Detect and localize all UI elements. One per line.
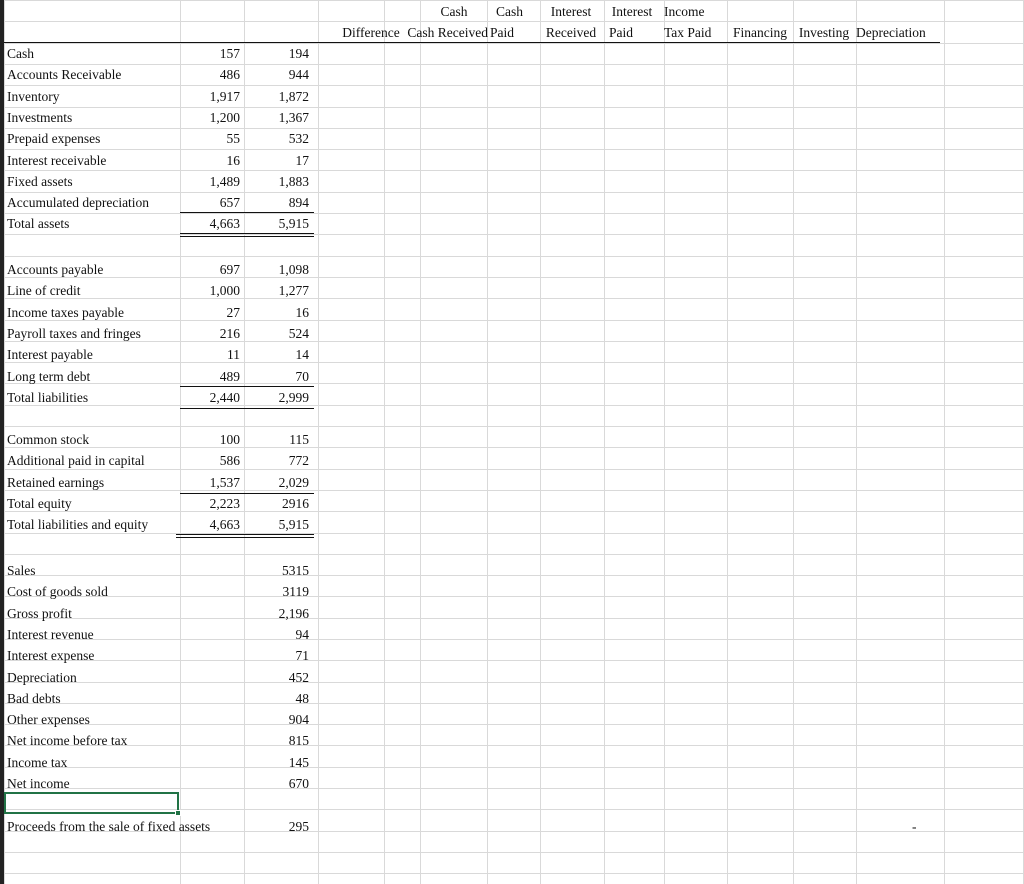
prior-year-value[interactable]: 11 (227, 347, 240, 363)
col-header-difference-top (318, 1, 424, 22)
liabilities-subtotal-rule (180, 386, 314, 387)
row-label[interactable]: Common stock (7, 432, 90, 447)
row-label[interactable]: Long term debt (7, 368, 91, 384)
prior-year-value[interactable]: 1,200 (209, 109, 240, 125)
current-year-value[interactable]: 670 (288, 776, 309, 791)
col-header-income-tax: Tax Paid (664, 25, 712, 40)
row-label[interactable]: Cost of goods sold (7, 584, 108, 600)
col-header-cash-paid-top: Cash (496, 4, 523, 19)
row-label[interactable]: Inventory (7, 88, 60, 104)
grid-column-line (318, 0, 319, 884)
current-year-value[interactable]: 904 (288, 712, 309, 728)
row-label[interactable]: Gross profit (7, 605, 72, 621)
row-label[interactable]: Other expenses (7, 712, 90, 728)
current-year-value[interactable]: 1,872 (278, 88, 309, 104)
col-header-difference: Difference (342, 25, 400, 40)
equity-subtotal-rule (180, 493, 314, 494)
col-header-income-tax-top: Income (664, 4, 705, 19)
grid-column-line (944, 0, 945, 884)
col-header-interest-paid: Paid (608, 25, 633, 40)
grid-row-line (0, 426, 1024, 427)
row-header-edge (0, 0, 4, 884)
grid-column-line (727, 0, 728, 884)
prior-year-value[interactable]: 16 (226, 152, 240, 168)
grid-column-line (384, 0, 385, 884)
proceeds-label[interactable]: Proceeds from the sale of fixed assets (7, 819, 211, 834)
active-cell[interactable] (4, 792, 179, 814)
current-year-value[interactable]: 17 (295, 152, 309, 168)
row-label[interactable]: Depreciation (7, 669, 77, 685)
row-label[interactable]: Total assets (7, 216, 70, 232)
grid-column-line (487, 0, 488, 884)
grid-column-line (420, 0, 421, 884)
prior-year-value[interactable]: 1,000 (209, 283, 240, 299)
current-year-value[interactable]: 94 (295, 626, 309, 642)
row-label[interactable]: Net income before tax (7, 733, 128, 749)
current-year-value[interactable]: 532 (288, 131, 309, 147)
row-label[interactable]: Net income (7, 776, 70, 791)
current-year-value[interactable]: 70 (295, 368, 309, 384)
liabilities-total-rule (180, 408, 314, 409)
row-label[interactable]: Line of credit (7, 283, 81, 299)
row-label[interactable]: Total equity (7, 495, 72, 511)
prior-year-value[interactable]: 586 (219, 453, 240, 469)
current-year-value[interactable]: 1,367 (278, 109, 309, 125)
prior-year-value[interactable]: 697 (219, 262, 240, 277)
current-year-value[interactable]: 5315 (282, 563, 309, 578)
prior-year-value[interactable]: 4,663 (209, 216, 240, 232)
current-year-value[interactable]: 452 (288, 669, 309, 685)
prior-year-value[interactable]: 55 (226, 131, 240, 147)
current-year-value[interactable]: 16 (295, 304, 309, 320)
row-label[interactable]: Total liabilities (7, 389, 89, 405)
current-year-value[interactable]: 2916 (282, 495, 309, 511)
col-header-investing: Investing (798, 25, 850, 40)
prior-year-value[interactable]: 489 (219, 368, 240, 384)
prior-year-value[interactable]: 27 (226, 304, 240, 320)
col-header-interest-received-top: Interest (550, 4, 592, 19)
current-year-value[interactable]: 1,277 (278, 283, 309, 299)
grid-column-line (664, 0, 665, 884)
col-header-interest-paid-top: Interest (611, 4, 653, 19)
current-year-value[interactable]: 71 (295, 648, 309, 664)
row-label[interactable]: Income taxes payable (7, 304, 124, 320)
grid-column-line (4, 0, 5, 884)
current-year-value[interactable]: 194 (288, 46, 309, 61)
grid-row-line (0, 852, 1024, 853)
row-label[interactable]: Investments (7, 109, 73, 125)
proceeds-value[interactable]: 295 (288, 819, 309, 834)
row-label[interactable]: Fixed assets (7, 173, 73, 189)
prior-year-value[interactable]: 216 (219, 325, 240, 341)
current-year-value[interactable]: 2,196 (278, 605, 309, 621)
current-year-value[interactable]: 3119 (282, 584, 309, 600)
row-label[interactable]: Sales (7, 563, 36, 578)
current-year-value[interactable]: 14 (295, 347, 309, 363)
prior-year-value[interactable]: 157 (219, 46, 240, 61)
current-year-value[interactable]: 115 (289, 432, 309, 447)
assets-subtotal-rule (180, 212, 314, 213)
row-label[interactable]: Prepaid expenses (7, 131, 101, 147)
depreciation-dash[interactable]: - (912, 819, 917, 834)
current-year-value[interactable]: 815 (288, 733, 309, 749)
grid-column-line (540, 0, 541, 884)
current-year-value[interactable]: 1,098 (278, 262, 309, 277)
current-year-value[interactable]: 772 (288, 453, 309, 469)
grid-column-line (793, 0, 794, 884)
grid-column-line (856, 0, 857, 884)
current-year-value[interactable]: 2,999 (278, 389, 309, 405)
current-year-value[interactable]: 48 (295, 690, 309, 706)
prior-year-value[interactable]: 1,489 (209, 173, 240, 189)
current-year-value[interactable]: 1,883 (278, 173, 309, 189)
current-year-value[interactable]: 5,915 (278, 216, 309, 232)
prior-year-value[interactable]: 2,223 (209, 495, 240, 511)
prior-year-value[interactable]: 1,537 (209, 474, 240, 490)
current-year-value[interactable]: 5,915 (278, 517, 309, 533)
row-label[interactable]: Payroll taxes and fringes (7, 325, 141, 341)
row-label[interactable]: Cash (7, 46, 34, 61)
row-label[interactable]: Interest revenue (7, 626, 94, 642)
grid-row-line (0, 873, 1024, 874)
equity-total-double-rule (176, 534, 314, 538)
col-header-cash-paid: Paid (489, 25, 514, 40)
row-label[interactable]: Additional paid in capital (7, 453, 145, 469)
row-label[interactable]: Interest payable (7, 347, 93, 363)
grid-row-line (0, 554, 1024, 555)
row-label[interactable]: Income tax (7, 754, 68, 770)
prior-year-value[interactable]: 2,440 (209, 389, 240, 405)
prior-year-value[interactable]: 4,663 (209, 517, 240, 533)
row-label[interactable]: Accumulated depreciation (7, 195, 150, 211)
row-label[interactable]: Accounts payable (7, 262, 104, 277)
row-label[interactable]: Interest receivable (7, 152, 107, 168)
current-year-value[interactable]: 944 (288, 67, 309, 83)
current-year-value[interactable]: 894 (288, 195, 309, 211)
row-label[interactable]: Bad debts (7, 690, 61, 706)
prior-year-value[interactable]: 100 (219, 432, 240, 447)
grid-row-line (0, 256, 1024, 257)
row-label[interactable]: Interest expense (7, 648, 95, 664)
grid-column-line (604, 0, 605, 884)
prior-year-value[interactable]: 486 (219, 67, 240, 83)
col-header-cash-received-top: Cash (440, 4, 468, 19)
row-label[interactable]: Total liabilities and equity (7, 517, 149, 533)
current-year-value[interactable]: 145 (288, 754, 309, 770)
col-header-interest-received: Received (545, 25, 597, 40)
prior-year-value[interactable]: 1,917 (209, 88, 240, 104)
col-header-cash-received: Cash Received (407, 25, 488, 40)
assets-total-double-rule (180, 233, 314, 237)
current-year-value[interactable]: 524 (288, 325, 309, 341)
prior-year-value[interactable]: 657 (219, 195, 240, 211)
col-header-depreciation: Depreciation (856, 25, 926, 40)
col-header-financing: Financing (733, 25, 787, 40)
row-label[interactable]: Retained earnings (7, 474, 105, 490)
row-label[interactable]: Accounts Receivable (7, 67, 122, 83)
current-year-value[interactable]: 2,029 (278, 474, 309, 490)
